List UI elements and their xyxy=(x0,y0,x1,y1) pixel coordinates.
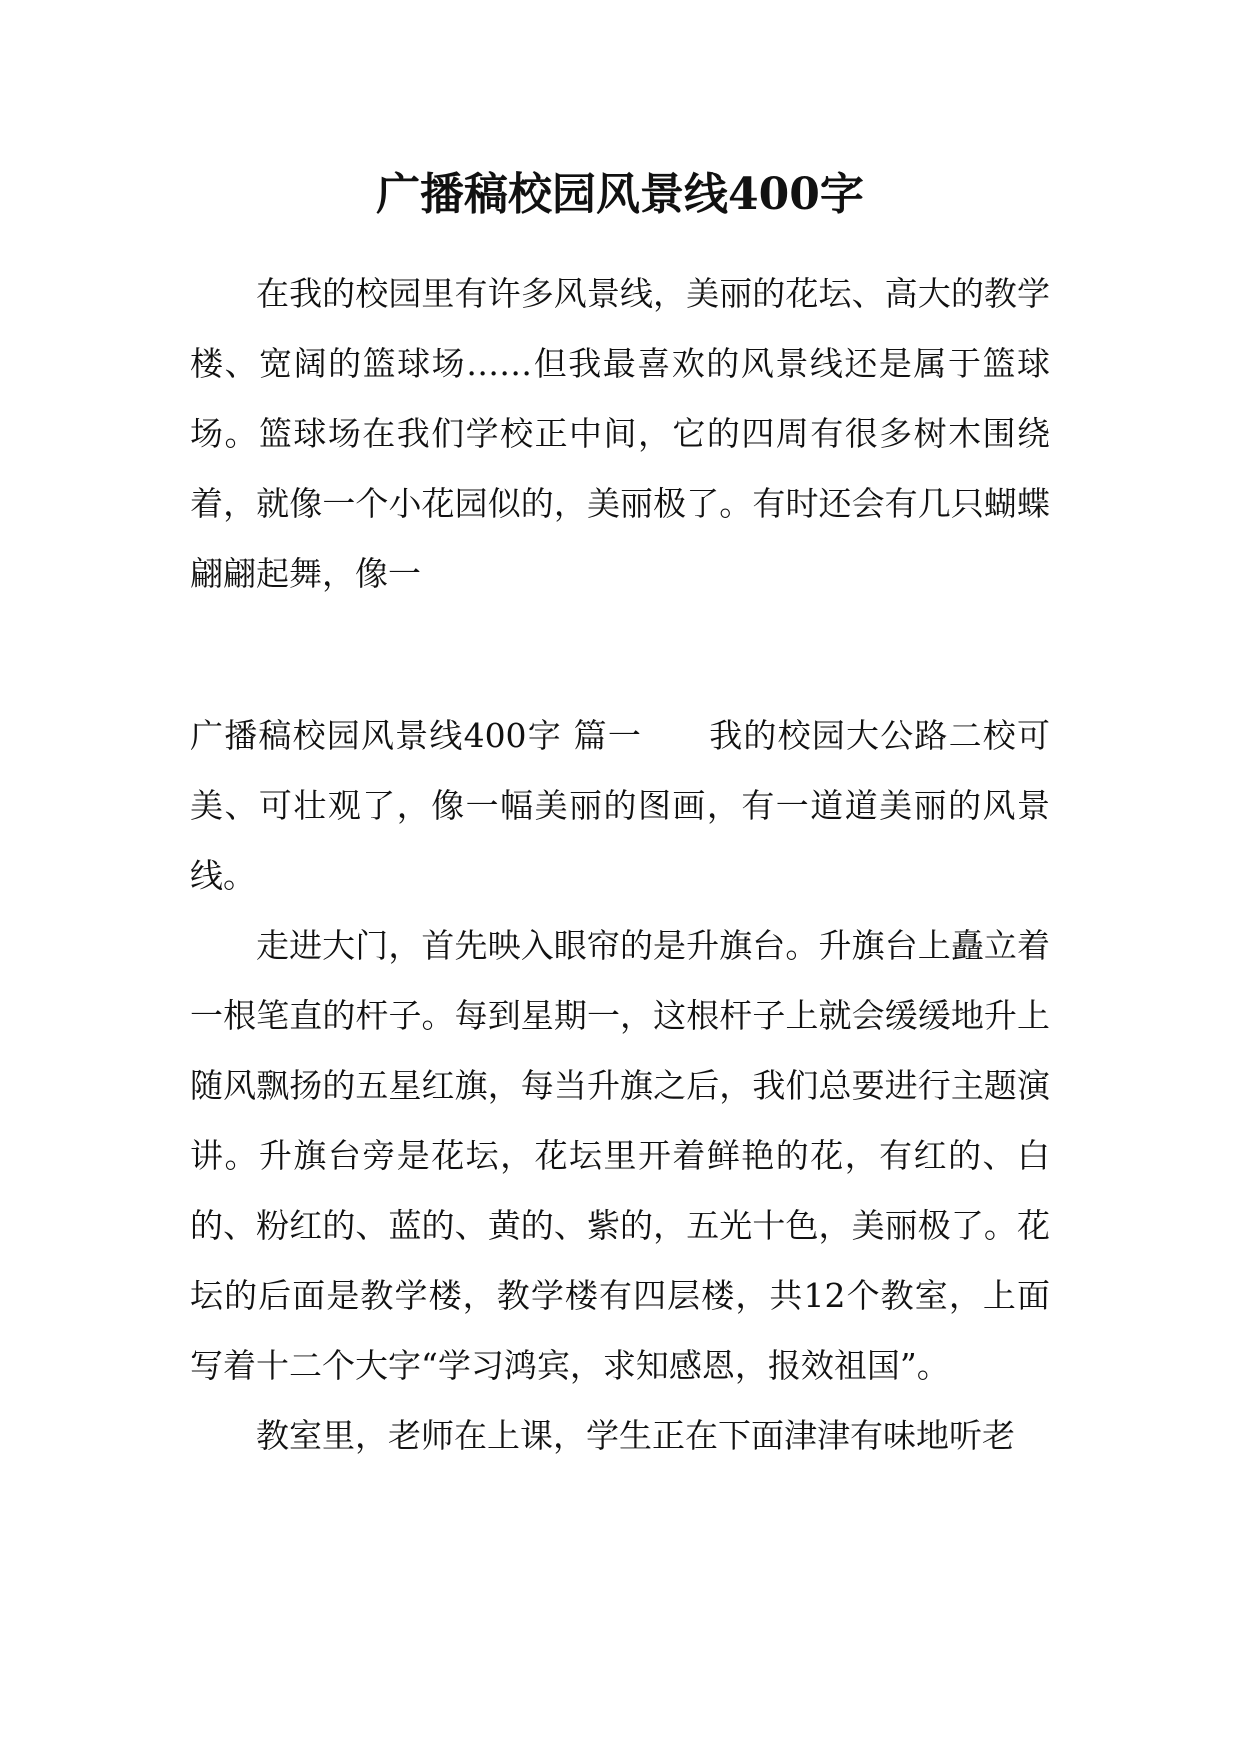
body-paragraph-2: 教室里，老师在上课，学生正在下面津津有味地听老 xyxy=(256,1416,1015,1455)
document-title: 广播稿校园风景线400字 xyxy=(376,169,864,220)
section-heading: 广播稿校园风景线400字 篇一 xyxy=(190,716,643,755)
intro-block xyxy=(190,259,1050,609)
intro-paragraph: 在我的校园里有许多风景线，美丽的花坛、高大的教学楼、宽阔的篮球场……但我最喜欢的风景线还是属于篮球场。篮球场在我们学校正中间，它的四周有很多树木围绕着，就像一个小花园似的，美丽极了。有时还会有几只蝴蝶翩翩起舞，像一 xyxy=(190,274,1050,593)
section-block xyxy=(190,701,1050,1471)
section-first-paragraph xyxy=(190,701,1050,911)
section-lead: 我的校园大公路二校可美、可壮观了，像一幅美丽的图画，有一道道美丽的风景线。 xyxy=(190,716,1050,895)
body-paragraph-1: 走进大门，首先映入眼帘的是升旗台。升旗台上矗立着一根笔直的杆子。每到星期一，这根杆子上就会缓缓地升上随风飘扬的五星红旗，每当升旗之后，我们总要进行主题演讲。升旗台旁是花坛，花坛里开着鲜艳的花，有红的、白的、粉红的、蓝的、黄的、紫的，五光十色，美丽极了。花坛的后面是教学楼，教学楼有四层楼，共12个教室，上面写着十二个大字“学习鸿宾，求知感恩，报效祖国”。 xyxy=(190,926,1050,1385)
